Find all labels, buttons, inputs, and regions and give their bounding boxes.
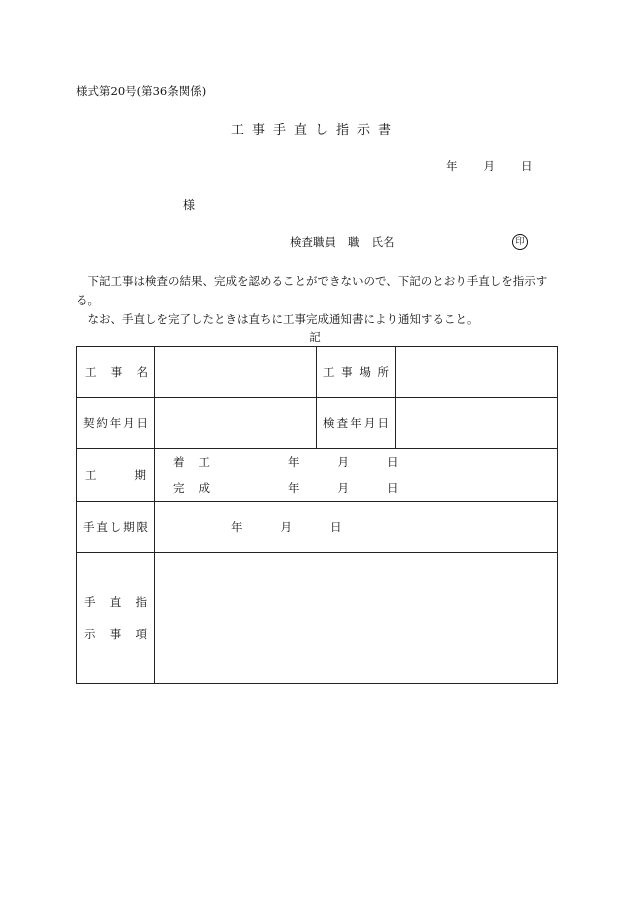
inspector-position-label: 職: [348, 235, 360, 249]
body-paragraph-2: なお、手直しを完了したときは直ちに工事完成通知書により通知すること。: [87, 312, 479, 326]
body-text: [76, 272, 556, 329]
label-tenaoshi-shiji: 手 直 指 示 事 項: [77, 553, 155, 684]
date-day-label: 日: [521, 159, 533, 173]
label-keiyaku-date: 契 約 年 月 日: [77, 398, 155, 449]
inspector-label: 検査職員: [290, 235, 336, 249]
inspector-line: [290, 237, 395, 249]
label-koji-basho: 工 事 場 所: [317, 347, 396, 398]
issue-date: [446, 161, 533, 173]
period-start-line: 着 工 年 月 日: [173, 455, 399, 469]
field-koji-mei[interactable]: [155, 347, 317, 398]
recipient-suffix: 様: [183, 198, 196, 212]
date-month-label: 月: [483, 159, 495, 173]
field-tenaoshi-shiji[interactable]: [155, 553, 558, 684]
label-tenaoshi-kigen: 手 直 し 期 限: [77, 502, 155, 553]
inspector-name-label: 氏名: [371, 235, 395, 249]
instruction-table: [76, 346, 558, 684]
field-koki[interactable]: [155, 449, 558, 502]
form-number: 様式第20号(第36条関係): [76, 84, 207, 98]
label-koki: 工 期: [77, 449, 155, 502]
field-tenaoshi-kigen[interactable]: 年 月 日: [155, 502, 558, 553]
field-kensa-date[interactable]: [396, 398, 558, 449]
ki-heading: 記: [309, 330, 321, 344]
document-title: 工事手直し指示書: [230, 123, 399, 138]
date-year-label: 年: [446, 159, 458, 173]
period-end-line: 完 成 年 月 日: [173, 481, 399, 495]
seal-icon: 印: [512, 234, 528, 250]
body-paragraph-1: 下記工事は検査の結果、完成を認めることができないので、下記のとおり手直しを指示する。: [76, 274, 548, 307]
field-keiyaku-date[interactable]: [155, 398, 317, 449]
field-koji-basho[interactable]: [396, 347, 558, 398]
label-koji-mei: 工 事 名: [77, 347, 155, 398]
label-kensa-date: 検 査 年 月 日: [317, 398, 396, 449]
